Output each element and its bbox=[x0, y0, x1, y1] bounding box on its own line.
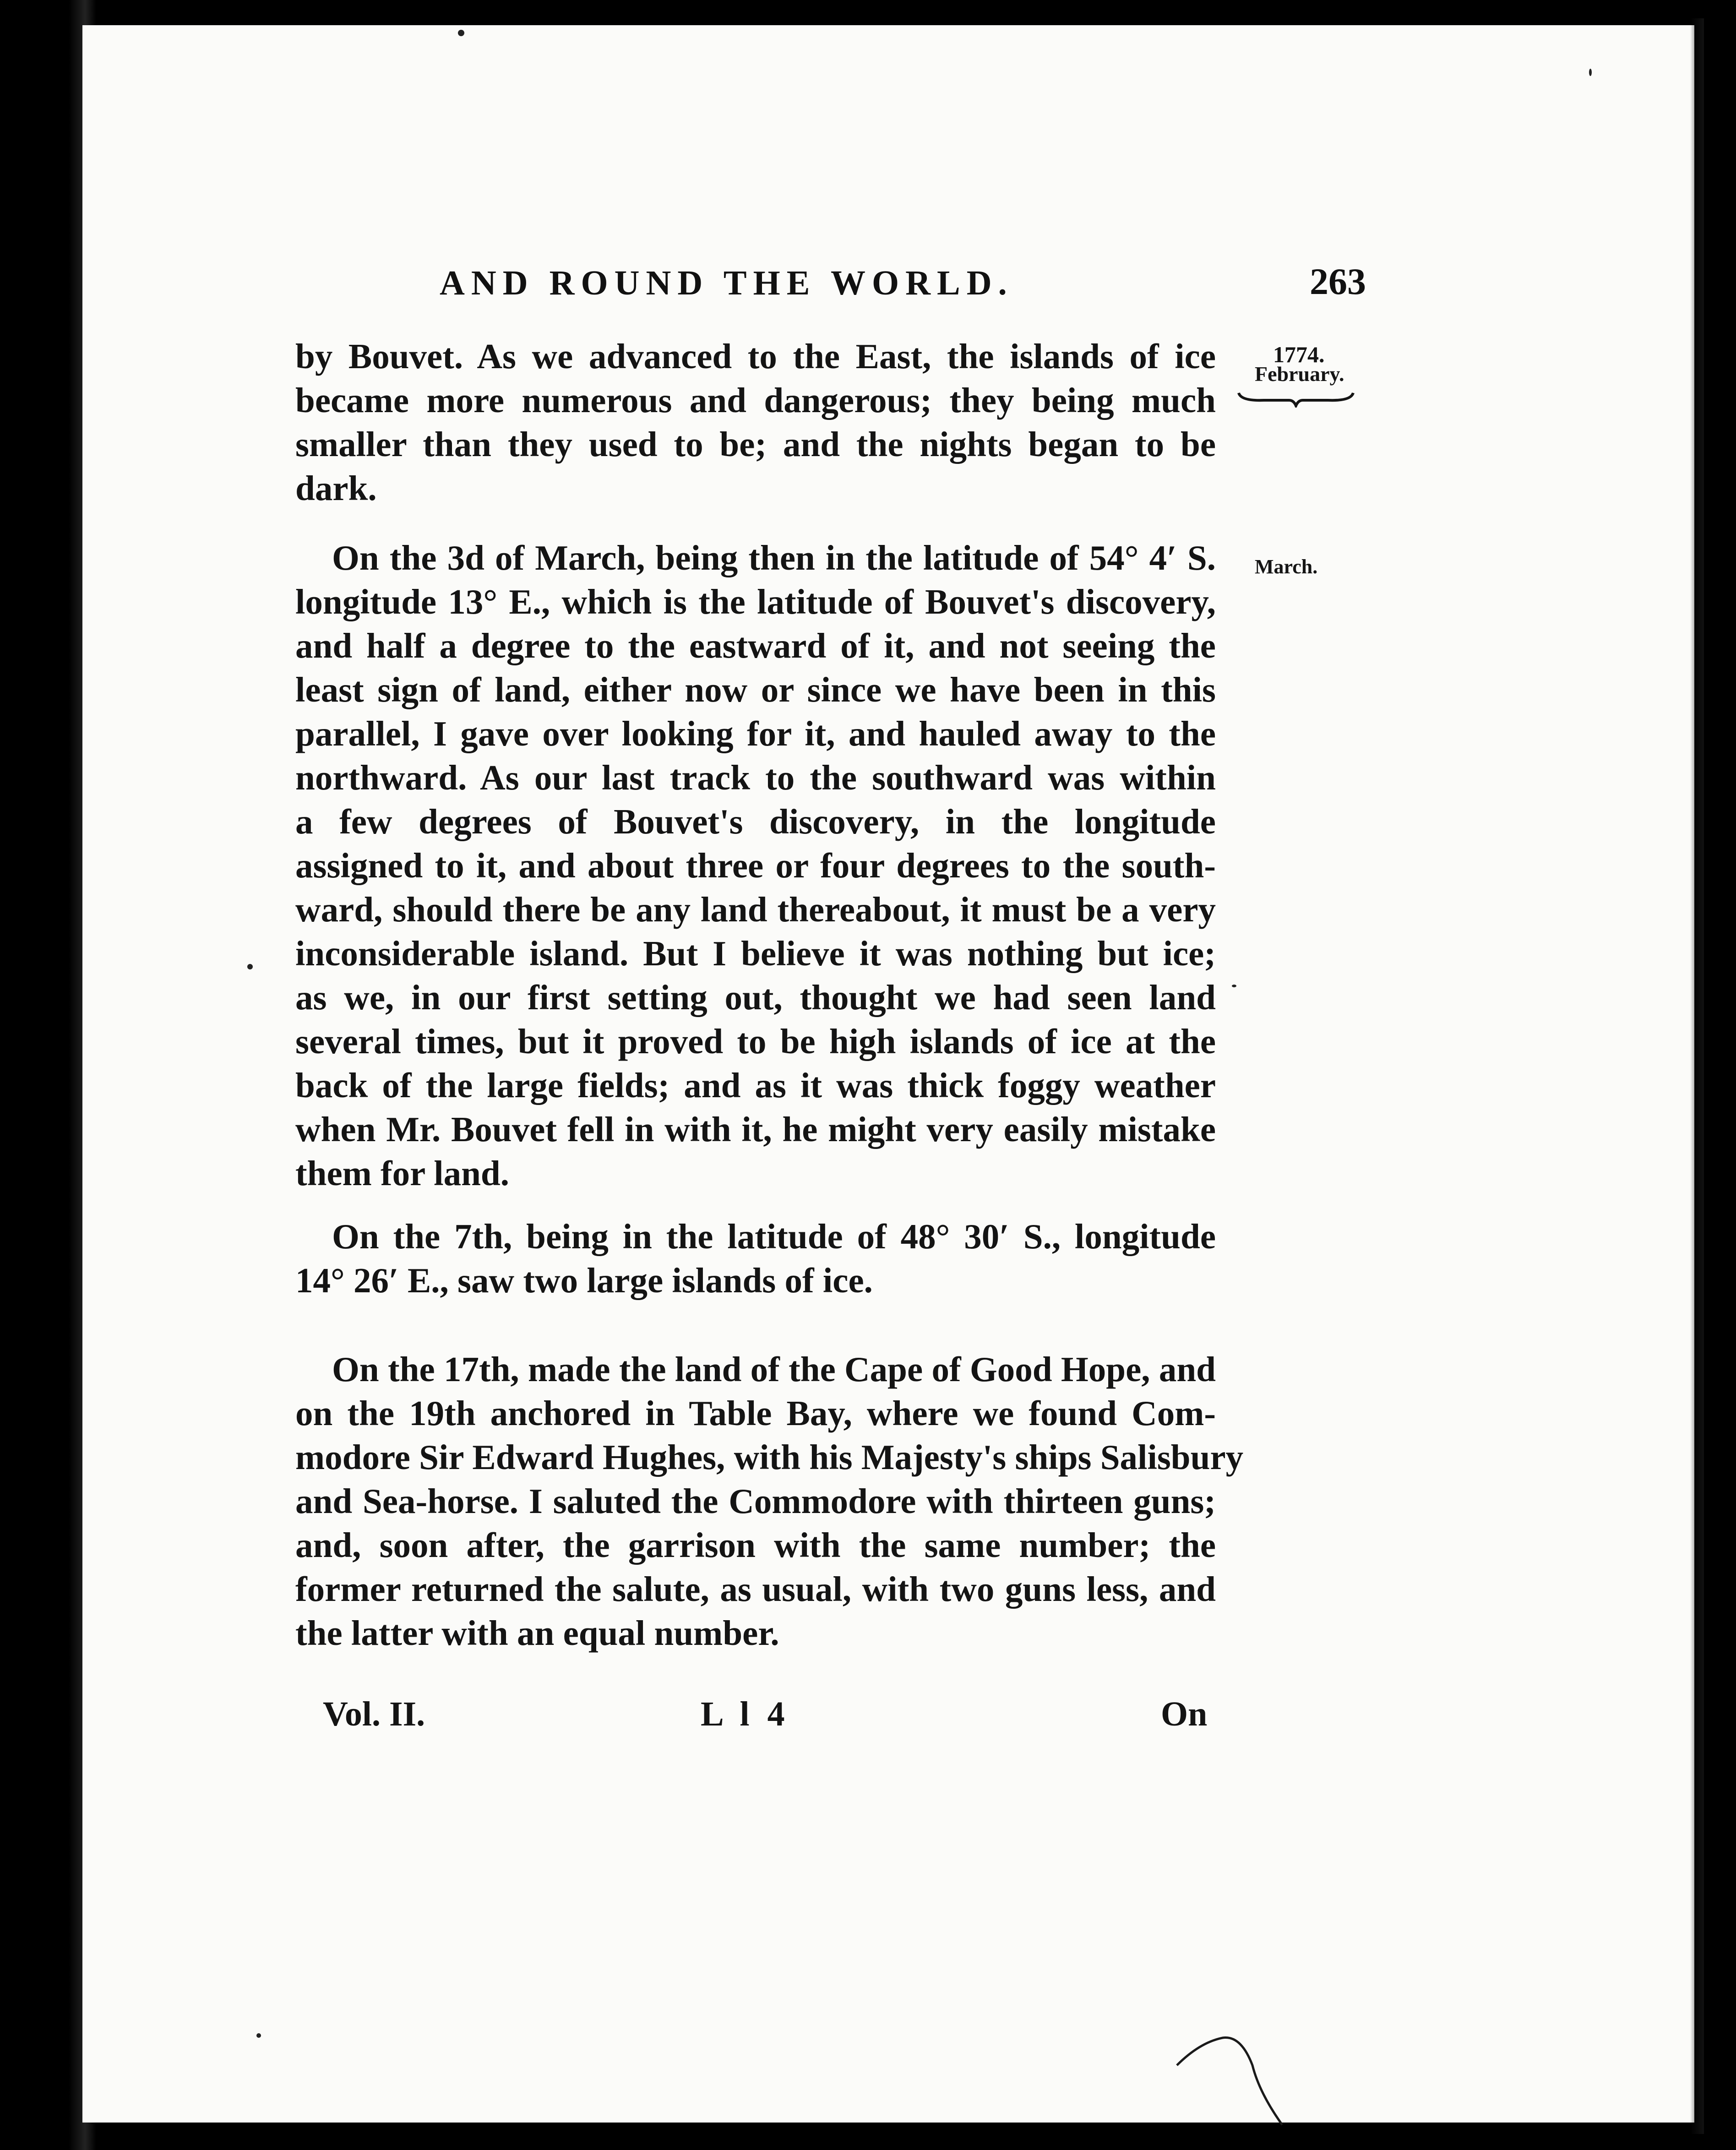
ink-stroke-mark bbox=[1172, 2024, 1355, 2134]
text-line: and half a degree to the eastward of it, and not seeing the bbox=[295, 626, 1216, 665]
text-line: dark. bbox=[295, 468, 377, 508]
text-line: On the 17th, made the land of the Cape of Good Hope, and bbox=[332, 1350, 1216, 1389]
text-line: by Bouvet. As we advanced to the East, the islands of ice bbox=[295, 337, 1216, 376]
footer-signature: L l 4 bbox=[701, 1695, 789, 1733]
text-line: ward, should there be any land thereabout, it must be a very bbox=[295, 890, 1216, 929]
text-line: longitude 13° E., which is the latitude of Bouvet's discovery, bbox=[295, 582, 1216, 621]
running-head: AND ROUND THE WORLD. bbox=[440, 264, 1013, 302]
margin-note-month: February. bbox=[1255, 362, 1344, 386]
paragraph-4 bbox=[295, 1347, 1244, 1655]
paragraph-2 bbox=[295, 536, 1216, 1195]
text-line: northward. As our last track to the southward was within bbox=[295, 758, 1216, 797]
footer-catchword: On bbox=[1161, 1695, 1208, 1733]
text-line: On the 7th, being in the latitude of 48° 30′ S., longitude bbox=[332, 1217, 1216, 1256]
scan-speck bbox=[458, 30, 464, 36]
margin-note-year: 1774. bbox=[1273, 342, 1325, 367]
text-line: parallel, I gave over looking for it, and hauled away to the bbox=[295, 714, 1216, 753]
text-line: smaller than they used to be; and the nights began to be bbox=[295, 425, 1216, 464]
scan-right-edge bbox=[1690, 18, 1704, 2134]
text-line: On the 3d of March, being then in the latitude of 54° 4′ S. bbox=[332, 538, 1216, 577]
scan-speck bbox=[247, 964, 253, 969]
text-line: assigned to it, and about three or four degrees to the south- bbox=[295, 846, 1216, 885]
scan-speck bbox=[1232, 985, 1236, 987]
text-line: became more numerous and dangerous; they being much bbox=[295, 381, 1216, 420]
margin-brace-icon bbox=[1236, 389, 1355, 408]
scan-speck bbox=[256, 2033, 261, 2038]
paragraph-3 bbox=[295, 1214, 1216, 1302]
text-line: and, soon after, the garrison with the same number; the bbox=[295, 1525, 1216, 1565]
text-line: as we, in our first setting out, thought we had seen land bbox=[295, 978, 1216, 1017]
text-line: back of the large fields; and as it was thick foggy weather bbox=[295, 1066, 1216, 1105]
text-line: inconsiderable island. But I believe it was nothing but ice; bbox=[295, 934, 1216, 973]
text-line: and Sea-horse. I saluted the Commodore with thirteen guns; bbox=[295, 1481, 1216, 1521]
text-line: when Mr. Bouvet fell in with it, he might very easily mistake bbox=[295, 1110, 1216, 1149]
text-line: 14° 26′ E., saw two large islands of ice. bbox=[295, 1261, 873, 1300]
text-line: on the 19th anchored in Table Bay, where we found Com- bbox=[295, 1393, 1216, 1433]
text-line: several times, but it proved to be high islands of ice at the bbox=[295, 1022, 1216, 1061]
text-line: them for land. bbox=[295, 1154, 510, 1193]
text-line: modore Sir Edward Hughes, with his Majesty's ships Salisbury bbox=[295, 1437, 1244, 1477]
text-line: a few degrees of Bouvet's discovery, in the longitude bbox=[295, 802, 1216, 841]
text-line: least sign of land, either now or since we have been in this bbox=[295, 670, 1216, 709]
scan-speck bbox=[1589, 69, 1592, 76]
text-line: the latter with an equal number. bbox=[295, 1613, 779, 1653]
paragraph-1 bbox=[295, 334, 1216, 510]
margin-note-march: March. bbox=[1255, 555, 1318, 578]
footer-volume: Vol. II. bbox=[323, 1695, 425, 1733]
page-number: 263 bbox=[1310, 261, 1366, 302]
text-line: former returned the salute, as usual, with two guns less, and bbox=[295, 1569, 1216, 1609]
